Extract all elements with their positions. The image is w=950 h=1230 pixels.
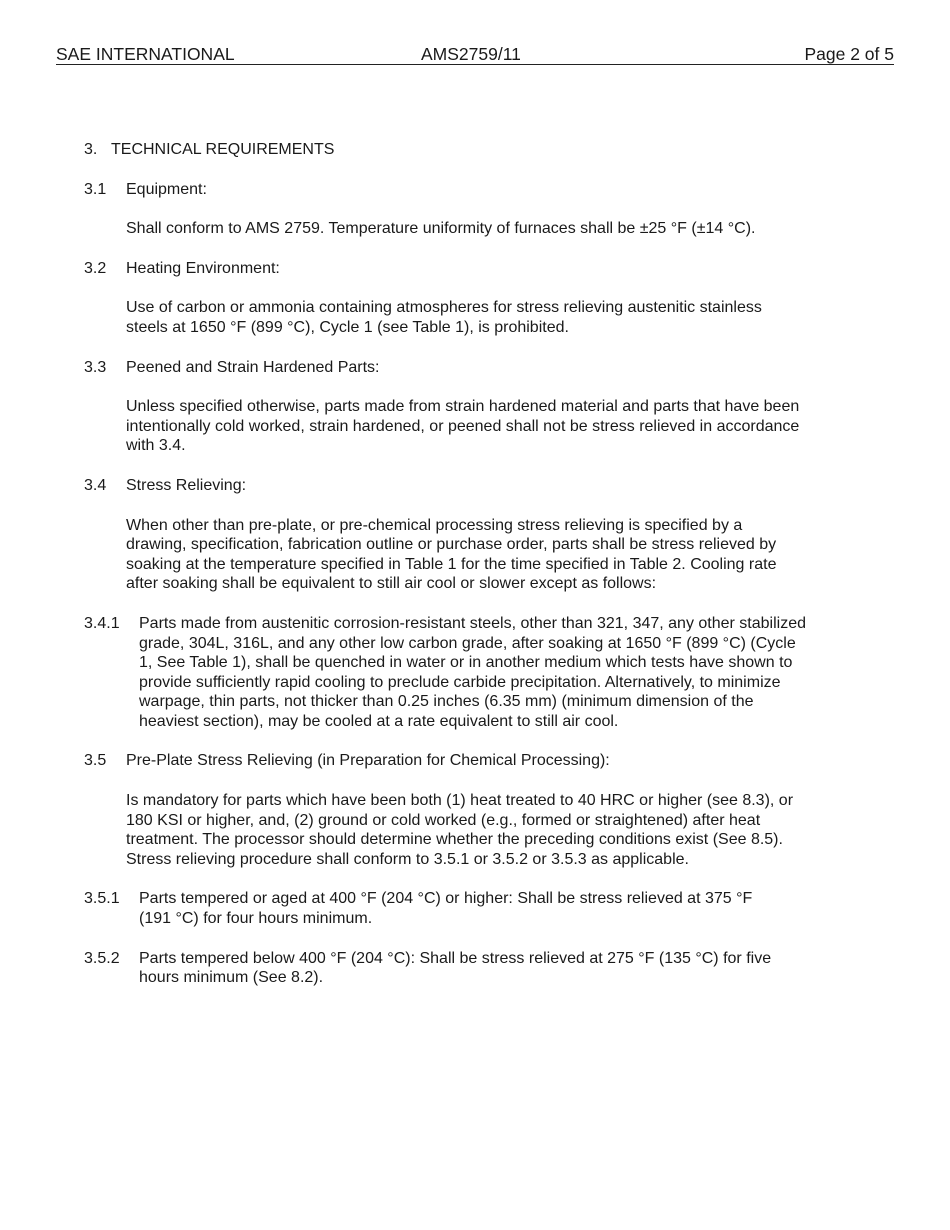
body-line: provide sufficiently rapid cooling to preclude carbide precipitation. Alternatively, to minimize xyxy=(139,673,781,691)
section-3-4-body xyxy=(126,516,874,594)
section-number: 3.2 xyxy=(84,259,107,277)
section-3-2-body xyxy=(126,298,874,337)
body-line: Parts tempered below 400 °F (204 °C): Shall be stress relieved at 275 °F (135 °C) for five xyxy=(139,949,772,967)
section-3-3-body xyxy=(126,397,874,456)
body-line: Unless specified otherwise, parts made from strain hardened material and parts that have been xyxy=(126,398,800,416)
section-title: Heating Environment: xyxy=(126,259,280,277)
body-line: hours minimum (See 8.2). xyxy=(139,969,324,987)
section-3-5-2 xyxy=(84,949,874,988)
section-title: Stress Relieving: xyxy=(126,476,247,494)
section-title: Peened and Strain Hardened Parts: xyxy=(126,358,380,376)
body-line: with 3.4. xyxy=(126,437,186,455)
section-3-2-heading xyxy=(84,259,874,279)
body-line: Use of carbon or ammonia containing atmospheres for stress relieving austenitic stainless xyxy=(126,299,762,317)
body-line: soaking at the temperature specified in Table 1 for the time specified in Table 2. Cooling rate xyxy=(126,555,777,573)
body-line: 1, See Table 1), shall be quenched in water or in another medium which tests have shown to xyxy=(139,654,793,672)
section-number: 3.5.2 xyxy=(84,949,120,967)
section-text xyxy=(139,614,874,732)
body-line: steels at 1650 °F (899 °C), Cycle 1 (see Table 1), is prohibited. xyxy=(126,318,569,336)
section-number: 3.5 xyxy=(84,752,107,770)
section-3-5-1 xyxy=(84,889,874,928)
body-line: (191 °C) for four hours minimum. xyxy=(139,910,373,928)
body-line: Parts made from austenitic corrosion-resistant steels, other than 321, 347, any other stabilized xyxy=(139,614,807,632)
body-line: Parts tempered or aged at 400 °F (204 °C) or higher: Shall be stress relieved at 375 °F xyxy=(139,890,753,908)
header-page-number: Page 2 of 5 xyxy=(804,44,894,64)
section-number: 3.3 xyxy=(84,358,107,376)
body-line: Is mandatory for parts which have been both (1) heat treated to 40 HRC or higher (see 8.3), or xyxy=(126,792,794,810)
section-3-1-heading xyxy=(84,180,874,200)
section-3-5-body xyxy=(126,791,874,869)
body-line: intentionally cold worked, strain hardened, or peened shall not be stress relieved in accordance xyxy=(126,417,800,435)
section-title: Equipment: xyxy=(126,180,207,198)
body-line: drawing, specification, fabrication outline or purchase order, parts shall be stress relieved by xyxy=(126,536,777,554)
section-title: TECHNICAL REQUIREMENTS xyxy=(111,141,335,158)
section-text xyxy=(139,889,874,928)
section-number: 3.4 xyxy=(84,476,107,494)
header-organization: SAE INTERNATIONAL xyxy=(56,44,235,64)
section-3-5-heading xyxy=(84,751,874,771)
body-line: warpage, thin parts, not thicker than 0.25 inches (6.35 mm) (minimum dimension of the xyxy=(139,693,754,711)
body-line: Stress relieving procedure shall conform to 3.5.1 or 3.5.2 or 3.5.3 as applicable. xyxy=(126,850,689,868)
section-title: Pre-Plate Stress Relieving (in Preparation for Chemical Processing): xyxy=(126,752,610,770)
section-3-heading xyxy=(84,140,874,160)
body-line: after soaking shall be equivalent to still air cool or slower except as follows: xyxy=(126,575,657,593)
section-3-1-body xyxy=(126,219,874,239)
body-line: When other than pre-plate, or pre-chemical processing stress relieving is specified by a xyxy=(126,516,743,534)
body-line: treatment. The processor should determine whether the preceding conditions exist (See 8.5). xyxy=(126,831,783,849)
section-number: 3. xyxy=(84,141,98,158)
section-number: 3.4.1 xyxy=(84,614,120,632)
section-number: 3.5.1 xyxy=(84,890,120,908)
body-line: Shall conform to AMS 2759. Temperature uniformity of furnaces shall be ±25 °F (±14 °C). xyxy=(126,220,756,238)
section-3-4-1 xyxy=(84,614,874,732)
section-3-4-heading xyxy=(84,476,874,496)
body-line: grade, 304L, 316L, and any other low carbon grade, after soaking at 1650 °F (899 °C) (Cycle xyxy=(139,634,796,652)
header-document-id: AMS2759/11 xyxy=(421,44,521,64)
section-3-3-heading xyxy=(84,358,874,378)
section-number: 3.1 xyxy=(84,180,107,198)
section-text xyxy=(139,949,874,988)
page-header xyxy=(56,44,894,65)
body-line: heaviest section), may be cooled at a rate equivalent to still air cool. xyxy=(139,712,619,730)
body-line: 180 KSI or higher, and, (2) ground or cold worked (e.g., formed or straightened) after heat xyxy=(126,811,761,829)
document-body xyxy=(84,140,874,988)
